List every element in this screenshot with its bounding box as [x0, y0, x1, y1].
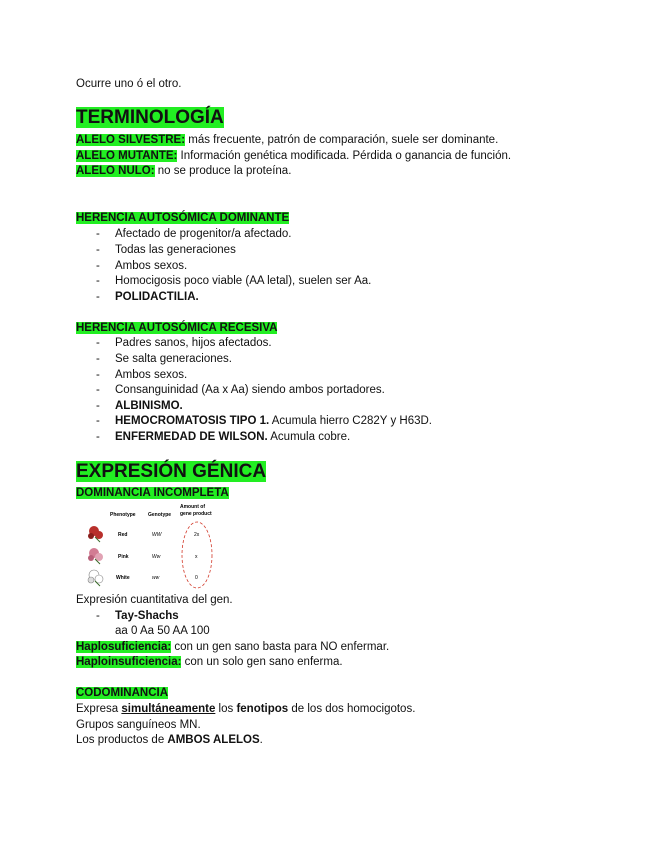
genotype-ww-lower: ww	[152, 575, 160, 581]
list-item: - Se salta generaciones.	[96, 353, 232, 365]
header-phenotype: Phenotype	[110, 512, 136, 518]
list-item: - ENFERMEDAD DE WILSON. Acumula cobre.	[96, 431, 351, 443]
phenotype-pink: Pink	[118, 554, 129, 560]
haploinsuficiencia-line: Haploinsuficiencia: con un solo gen sano enferma.	[76, 656, 343, 668]
amount-0: 0	[195, 575, 198, 581]
amount-x: x	[195, 554, 198, 560]
terminologia-heading: TERMINOLOGÍA	[76, 107, 224, 128]
term-alelo-mutante: ALELO MUTANTE: Información genética modificada. Pérdida o ganancia de función.	[76, 150, 512, 162]
haplosuficiencia-line: Haplosuficiencia: con un gen sano basta para NO enfermar.	[76, 641, 390, 653]
list-item: - Afectado de progenitor/a afectado.	[96, 228, 292, 240]
list-item: - Todas las generaciones	[96, 244, 236, 256]
amount-2x: 2x	[194, 532, 200, 538]
header-genotype: Genotype	[148, 512, 172, 518]
list-item: - Ambos sexos.	[96, 260, 188, 272]
flower-pink-icon	[88, 548, 103, 564]
list-item: - Homocigosis poco viable (AA letal), suelen ser Aa.	[96, 275, 372, 287]
dominante-heading: HERENCIA AUTOSÓMICA DOMINANTE	[76, 212, 290, 224]
flower-red-icon	[88, 526, 103, 542]
codominancia-line-3: Los productos de AMBOS ALELOS.	[76, 734, 263, 746]
header-gene-product: gene product	[180, 511, 212, 517]
list-item: - Tay-Shachs	[96, 610, 179, 622]
dominancia-incompleta-heading: DOMINANCIA INCOMPLETA	[76, 487, 229, 499]
figure-svg	[82, 502, 230, 590]
term-alelo-silvestre: ALELO SILVESTRE: más frecuente, patrón de comparación, suele ser dominante.	[76, 134, 499, 146]
list-item: - Ambos sexos.	[96, 369, 188, 381]
tay-values: aa 0 Aa 50 AA 100	[115, 625, 210, 637]
phenotype-red: Red	[118, 532, 128, 538]
intro-text: Ocurre uno ó el otro.	[76, 78, 182, 90]
genotype-ww-upper: WW	[152, 532, 162, 538]
list-item: - Padres sanos, hijos afectados.	[96, 337, 272, 349]
list-item: - ALBINISMO.	[96, 400, 183, 412]
expresion-cuantitativa-text: Expresión cuantitativa del gen.	[76, 594, 233, 606]
phenotype-white: White	[116, 575, 130, 581]
codominancia-line-1: Expresa simultáneamente los fenotipos de los dos homocigotos.	[76, 703, 416, 715]
expresion-heading: EXPRESIÓN GÉNICA	[76, 461, 267, 482]
genotype-ww-mixed: Ww	[152, 554, 161, 560]
incomplete-dominance-figure	[82, 502, 230, 590]
recesiva-heading: HERENCIA AUTOSÓMICA RECESIVA	[76, 322, 278, 334]
codominancia-line-2: Grupos sanguíneos MN.	[76, 719, 201, 731]
codominancia-heading: CODOMINANCIA	[76, 687, 168, 699]
term-alelo-nulo: ALELO NULO: no se produce la proteína.	[76, 165, 292, 177]
flower-white-icon	[88, 570, 103, 586]
list-item: - POLIDACTILIA.	[96, 291, 199, 303]
header-amount: Amount of	[180, 504, 205, 510]
list-item: - Consanguinidad (Aa x Aa) siendo ambos portadores.	[96, 384, 385, 396]
list-item: - HEMOCROMATOSIS TIPO 1. Acumula hierro C282Y y H63D.	[96, 415, 432, 427]
